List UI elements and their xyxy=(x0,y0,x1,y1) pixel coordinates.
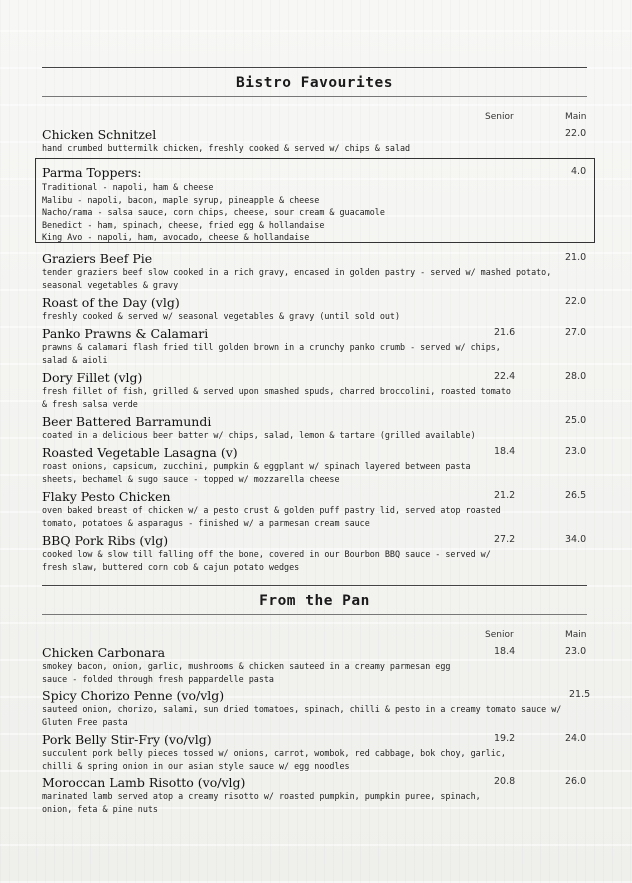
parma-toppers-box xyxy=(35,158,595,243)
item-senior-price: 21.2 xyxy=(494,490,516,501)
item-name: Moroccan Lamb Risotto (vo/vlg) xyxy=(42,775,246,790)
item-description: sheets, bechamel & sugo sauce - topped w/ mozzarella cheese xyxy=(42,473,340,484)
item-name: Beer Battered Barramundi xyxy=(42,414,212,429)
item-senior-price: 27.2 xyxy=(494,534,516,545)
senior-column-header: Senior xyxy=(485,112,514,122)
item-description: fresh fillet of fish, grilled & served upon smashed spuds, charred broccolini, roasted tomato xyxy=(42,386,511,396)
item-name: Graziers Beef Pie xyxy=(42,251,153,266)
item-name: Spicy Chorizo Penne (vo/vlg) xyxy=(42,688,225,703)
item-description: & fresh salsa verde xyxy=(42,398,138,409)
item-description: Gluten Free pasta xyxy=(42,716,128,727)
item-description: marinated lamb served atop a creamy risotto w/ roasted pumpkin, pumpkin puree, spinach, xyxy=(42,791,481,801)
item-description: succulent pork belly pieces tossed w/ onions, carrot, wombok, red cabbage, bok choy, garlic, xyxy=(42,748,506,758)
item-name: Flaky Pesto Chicken xyxy=(42,489,171,504)
item-description: smokey bacon, onion, garlic, mushrooms & chicken sauteed in a creamy parmesan egg xyxy=(42,661,451,671)
item-description: seasonal vegetables & gravy xyxy=(42,279,179,290)
item-main-price: 26.5 xyxy=(565,490,587,501)
item-main-price: 24.0 xyxy=(565,733,587,744)
parma-line: Nacho/rama - salsa sauce, corn chips, cheese, sour cream & guacamole xyxy=(42,207,385,217)
item-description: freshly cooked & served w/ seasonal vegetables & gravy (until sold out) xyxy=(42,311,400,321)
item-senior-price: 19.2 xyxy=(494,733,516,744)
item-description: fresh slaw, buttered corn cob & cajun potato wedges xyxy=(42,561,300,572)
section-divider-top xyxy=(42,585,587,586)
item-description: tomato, potatoes & asparagus - finished w/ a parmesan cream sauce xyxy=(42,517,370,528)
item-main-price: 27.0 xyxy=(565,327,587,338)
item-main-price: 22.0 xyxy=(565,128,587,139)
item-name: Chicken Schnitzel xyxy=(42,127,157,142)
item-name: Dory Fillet (vlg) xyxy=(42,370,143,385)
item-name: Roasted Vegetable Lasagna (v) xyxy=(42,445,238,460)
item-main-price: 28.0 xyxy=(565,371,587,382)
item-name: BBQ Pork Ribs (vlg) xyxy=(42,533,169,548)
item-senior-price: 21.6 xyxy=(494,327,516,338)
item-description: coated in a delicious beer batter w/ chips, salad, lemon & tartare (grilled available) xyxy=(42,430,476,440)
item-name: Chicken Carbonara xyxy=(42,645,166,660)
item-main-price: 25.0 xyxy=(565,415,587,426)
item-main-price: 23.0 xyxy=(565,646,587,657)
item-description: salad & aioli xyxy=(42,354,108,365)
item-description: chilli & spring onion in our asian style sauce w/ egg noodles xyxy=(42,760,350,771)
item-main-price: 34.0 xyxy=(565,534,587,545)
item-name: Roast of the Day (vlg) xyxy=(42,295,180,310)
main-column-header: Main xyxy=(565,630,587,640)
item-senior-price: 22.4 xyxy=(494,371,516,382)
item-main-price: 22.0 xyxy=(565,296,587,307)
item-description: sauteed onion, chorizo, salami, sun dried tomatoes, spinach, chilli & pesto in a creamy tomato sauce w/ xyxy=(42,704,562,714)
parma-line: Traditional - napoli, ham & cheese xyxy=(42,182,214,192)
item-main-price: 21.5 xyxy=(569,689,591,700)
section-divider-top xyxy=(42,67,587,68)
item-description: roast onions, capsicum, zucchini, pumpkin & eggplant w/ spinach layered between pasta xyxy=(42,461,471,471)
item-description: hand crumbed buttermilk chicken, freshly cooked & served w/ chips & salad xyxy=(42,143,411,153)
parma-price: 4.0 xyxy=(571,166,587,177)
section-divider-bottom xyxy=(42,96,587,97)
senior-column-header: Senior xyxy=(485,630,514,640)
main-column-header: Main xyxy=(565,112,587,122)
item-description: tender graziers beef slow cooked in a rich gravy, encased in golden pastry - served w/ mashed potato, xyxy=(42,267,552,277)
item-description: prawns & calamari flash fried till golden brown in a crunchy panko crumb - served w/ chips, xyxy=(42,342,501,352)
item-name: Pork Belly Stir-Fry (vo/vlg) xyxy=(42,732,212,747)
section-title-pan: From the Pan xyxy=(259,593,370,609)
section-title-bistro: Bistro Favourites xyxy=(236,75,393,91)
parma-line: Benedict - ham, spinach, cheese, fried egg & hollandaise xyxy=(42,219,325,230)
item-description: onion, feta & pine nuts xyxy=(42,803,158,814)
item-description: cooked low & slow till falling off the bone, covered in our Bourbon BBQ sauce - served w/ xyxy=(42,549,491,559)
item-main-price: 21.0 xyxy=(565,252,587,263)
item-description: oven baked breast of chicken w/ a pesto crust & golden puff pastry lid, served atop roasted xyxy=(42,505,501,515)
item-name: Panko Prawns & Calamari xyxy=(42,326,209,341)
parma-line: King Avo - napoli, ham, avocado, cheese & hollandaise xyxy=(42,232,310,242)
item-description: sauce - folded through fresh pappardelle pasta xyxy=(42,673,274,684)
item-senior-price: 18.4 xyxy=(494,446,516,457)
item-main-price: 26.0 xyxy=(565,776,587,787)
item-main-price: 23.0 xyxy=(565,446,587,457)
item-senior-price: 20.8 xyxy=(494,776,516,787)
parma-line: Malibu - napoli, bacon, maple syrup, pineapple & cheese xyxy=(42,194,320,205)
item-senior-price: 18.4 xyxy=(494,646,516,657)
parma-title: Parma Toppers: xyxy=(42,165,142,180)
section-divider-bottom xyxy=(42,614,587,615)
